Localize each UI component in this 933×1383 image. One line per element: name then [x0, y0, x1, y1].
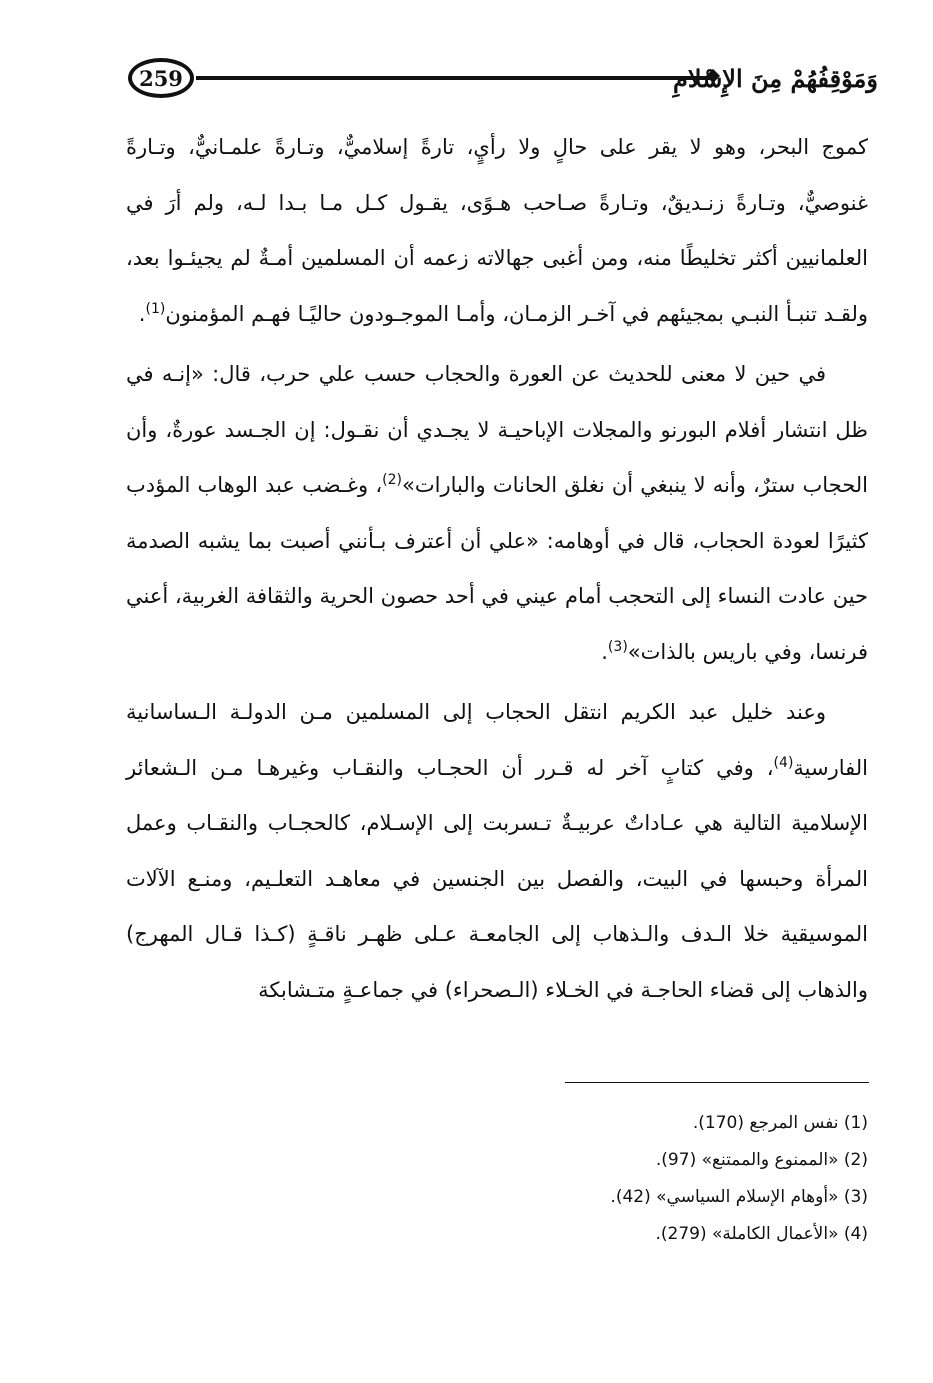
paragraph-1: [126, 120, 868, 342]
paragraph-2-end: .: [601, 639, 608, 664]
page-number: 259: [128, 58, 194, 98]
paragraph-1-end: .: [138, 301, 146, 326]
paragraph-1-text: كموج البحر، وهو لا يقر على حالٍ ولا رأيٍ، تارةً إسلاميٌّ، وتـارةً علمـانيٌّ، وتـارةً غنوصيٌّ، وتـارةً زنـديقٌ، وتـارةً صـاحب هـوًى، يقـول كـل مـا بـدا لـه، ولم أرَ في العلمانيين أكثر تخليطًا منه، ومن أغبى جهالاته زعمه أن المسلمين أمـةٌ لم يجيئـوا بعد، ولقـد تنبـأ النبـي بمجيئهم في آخـر الزمـان، وأمـا الموجـودون حاليًـا فهـم المؤمنون: [126, 135, 868, 326]
footnote-item: (3) «أوهام الإسلام السياسي» (42).: [610, 1187, 868, 1207]
main-text: [126, 120, 868, 1018]
page-header: [118, 56, 878, 104]
footnote-ref-4: (4): [773, 754, 794, 771]
paragraph-3-text-1: وعند خليل عبد الكريم انتقل الحجاب إلى المسلمين مـن الدولـة الـساسانية الفارسية: [126, 700, 868, 780]
header-rule: [196, 76, 711, 80]
footnotes: [400, 1105, 868, 1253]
running-title: وَمَوْقِفُهُمْ مِنَ الإِسْلامِ: [673, 64, 878, 93]
paragraph-2-text-1: في حين لا معنى للحديث عن العورة والحجاب حسب علي حرب، قال: «إنـه في ظل انتشار أفلام البورنو والمجلات الإباحيـة لا يجـدي أن نقـول: إن الجـسد عورةٌ، وأن الحجاب سترٌ، وأنه لا ينبغي أن نغلق الحانات والبارات»: [126, 362, 868, 497]
footnote-item: (4) «الأعمال الكاملة» (279).: [655, 1224, 868, 1244]
footnote-item: (2) «الممنوع والممتنع» (97).: [655, 1150, 868, 1170]
footnote-ref-2: (2): [382, 472, 402, 488]
footnote-item: (1) نفس المرجع (170).: [692, 1113, 868, 1133]
footnote-ref-1: (1): [145, 300, 166, 317]
paragraph-2-text-2: ، وغـضب عبد الوهاب المؤدب كثيرًا لعودة الحجاب، قال في أوهامه: «علي أن أعترف بـأنني أصبت بما يشبه الصدمة حين عادت النساء إلى التحجب أمام عيني في أحد حصون الحرية والثقافة الغربية، أعني فرنسا، وفي باريس بالذات»: [126, 473, 868, 664]
paragraph-3-text-2: ، وفي كتابٍ آخر له قـرر أن الحجـاب والنقـاب وغيرهـا مـن الـشعائر الإسلامية التالية هي عـاداتٌ عربيـةٌ تـسربت إلى الإسـلام، كالحجـاب والنقـاب وعمل المرأة وحبسها في البيت، والفصل بين الجنسين في معاهـد التعلـيم، ومنـع الآلات الموسيقية خلا الـدف والـذهاب إلى الجامعـة عـلى ظهـر ناقـةٍ (كـذا قـال المهرج) والذهاب إلى قضاء الحاجـة في الخـلاء (الـصحراء) في جماعـةٍ متـشابكة: [126, 755, 868, 1002]
paragraph-2: [126, 347, 868, 680]
paragraph-3: [126, 685, 868, 1018]
footnote-ref-3: (3): [607, 638, 628, 655]
footnote-separator: [565, 1082, 869, 1083]
